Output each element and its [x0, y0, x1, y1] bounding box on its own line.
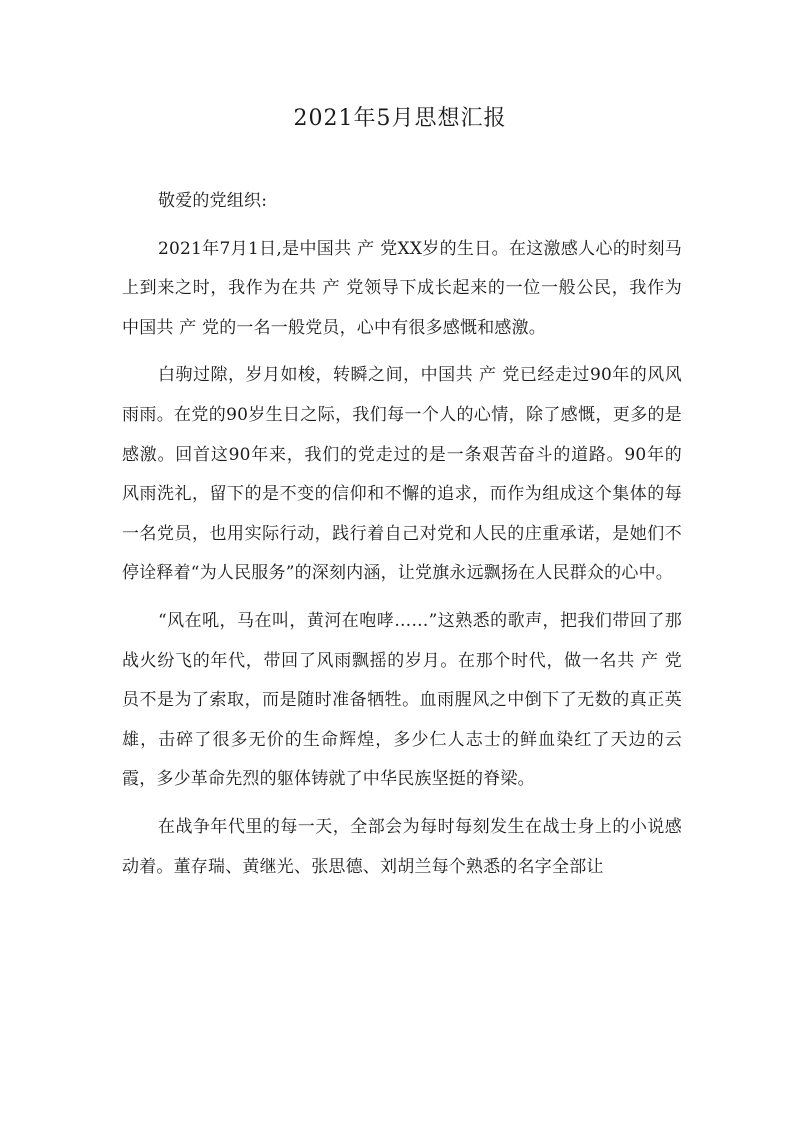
paragraph-1: 2021年7月1日,是中国共 产 党XX岁的生日。在这激感人心的时刻马上到来之时，我作为在共 产 党领导下成长起来的一位一般公民，我作为中国共 产 党的一名一般党员，心中有很多感慨和感激。 — [122, 238, 682, 338]
paragraph-4: 在战争年代里的每一天，全部会为每时每刻发生在战士身上的小说感动着。董存瑞、黄继光、张思德、刘胡兰每个熟悉的名字全部让 — [122, 816, 682, 877]
salutation: 敬爱的党组织: — [158, 191, 268, 211]
document-body — [122, 182, 682, 895]
document-title: 2021年5月思想汇报 — [293, 106, 507, 131]
paragraph-2: 白驹过隙，岁月如梭，转瞬之间，中国共 产 党已经走过90年的风风雨雨。在党的90岁生日之际，我们每一个人的心情，除了感慨，更多的是感激。回首这90年来，我们的党走过的是一条艰苦奋斗的道路。90年的风雨洗礼，留下的是不变的信仰和不懈的追求，而作为组成这个集体的每一名党员，也用实际行动，践行着自己对党和人民的庄重承诺，是她们不停诠释着“为人民服务”的深刻内涵，让党旗永远飘扬在人民群众的心中。 — [122, 365, 682, 584]
paragraph-3: “风在吼，马在叫，黄河在咆哮……”这熟悉的歌声，把我们带回了那战火纷飞的年代，带回了风雨飘摇的岁月。在那个时代，做一名共 产 党员不是为了索取，而是随时准备牺牲。血雨腥风之中倒下了无数的真正英雄，击碎了很多无价的生命辉煌，多少仁人志士的鲜血染红了天边的云霞，多少革命先烈的躯体铸就了中华民族坚挺的脊梁。 — [122, 610, 682, 790]
